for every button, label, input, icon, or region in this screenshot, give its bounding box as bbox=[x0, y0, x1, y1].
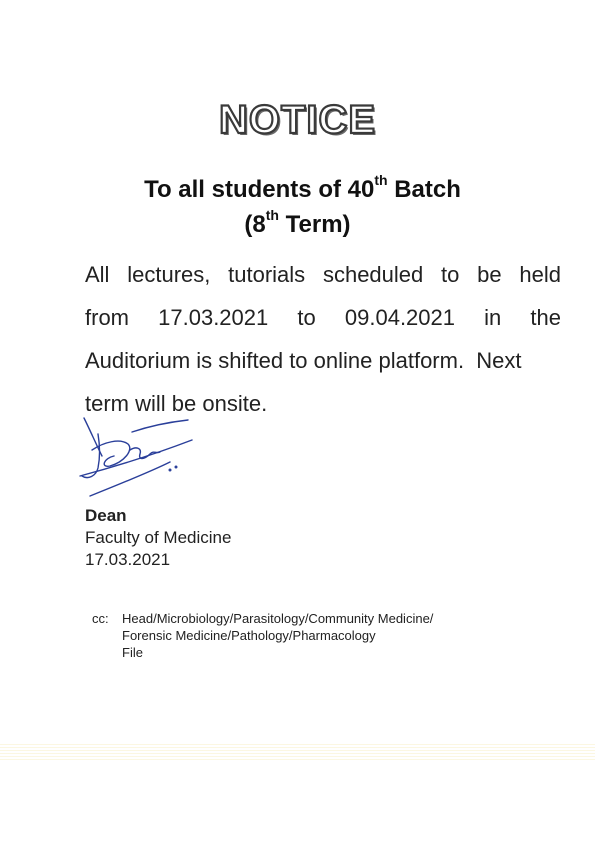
notice-title: NOTICE bbox=[218, 98, 377, 142]
body-word: scheduled bbox=[322, 262, 424, 287]
subtitle-line1-sup: th bbox=[374, 172, 388, 188]
body-word: to bbox=[441, 262, 460, 287]
cc-recipient-line: Forensic Medicine/Pathology/Pharmacology bbox=[122, 628, 376, 643]
cc-recipients bbox=[122, 610, 433, 661]
body-word: lectures, bbox=[127, 262, 211, 287]
scan-artifact-band bbox=[0, 744, 595, 760]
subtitle-line1-prefix: To all students of 40 bbox=[144, 176, 375, 203]
body-word: the bbox=[530, 305, 561, 330]
body-word: from bbox=[85, 305, 129, 330]
notice-subtitle-line2 bbox=[0, 207, 595, 239]
subtitle-line2-prefix: (8 bbox=[244, 211, 266, 238]
handwritten-signature bbox=[70, 410, 210, 505]
body-word: in bbox=[484, 305, 502, 330]
subtitle-line1-suffix: Batch bbox=[387, 176, 461, 203]
subtitle-line2-suffix: Term) bbox=[278, 211, 351, 238]
body-word: 17.03.2021 bbox=[158, 305, 269, 330]
cc-recipient-line: Head/Microbiology/Parasitology/Community Medicine/ bbox=[122, 611, 434, 626]
body-line-3: Auditorium is shifted to online platform. Next bbox=[85, 348, 522, 373]
body-line-4: term will be onsite. bbox=[85, 391, 268, 416]
signatory-date: 17.03.2021 bbox=[85, 550, 171, 569]
body-line-1 bbox=[85, 262, 561, 288]
signatory-department: Faculty of Medicine bbox=[85, 528, 232, 547]
cc-label: cc: bbox=[92, 611, 109, 626]
body-word: tutorials bbox=[228, 262, 306, 287]
body-word: be bbox=[477, 262, 502, 287]
body-word: to bbox=[297, 305, 316, 330]
notice-subtitle-line1 bbox=[10, 172, 595, 204]
body-word: All bbox=[85, 262, 110, 287]
body-word: held bbox=[519, 262, 561, 287]
signatory-title: Dean bbox=[85, 506, 127, 525]
body-line-2 bbox=[85, 305, 561, 331]
subtitle-line2-sup: th bbox=[265, 207, 279, 223]
body-word: 09.04.2021 bbox=[344, 305, 455, 330]
cc-recipient-line: File bbox=[122, 645, 143, 660]
signatory-block bbox=[85, 505, 231, 571]
